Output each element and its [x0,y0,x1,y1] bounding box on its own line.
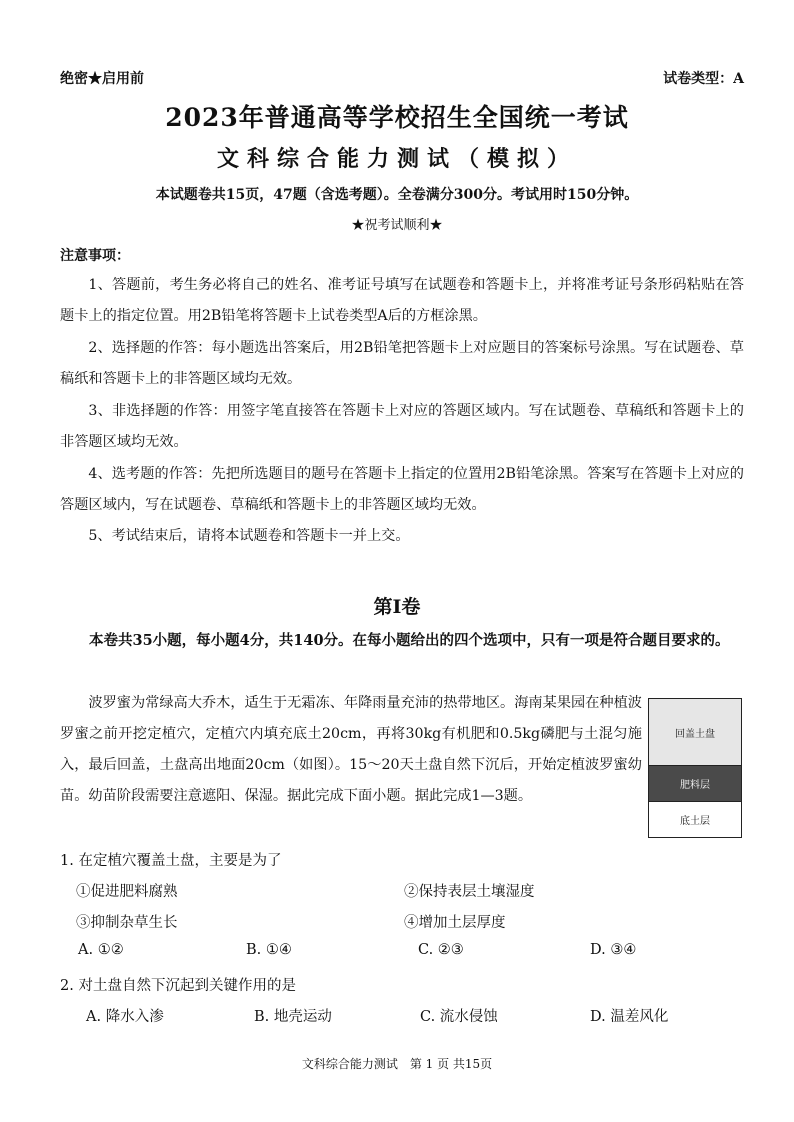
notice-item-4: 4、选考题的作答：先把所选题目的题号在答题卡上指定的位置用2B铅笔涂黑。答案写在答题卡上对应的答题区域内，写在试题卷、草稿纸和答题卡上的非答题区域均无效。 [60,466,744,513]
q2-option-c[interactable]: C. 流水侵蚀 [420,1009,498,1025]
q1-statement-4: ④增加土层厚度 [404,915,506,931]
q2-option-d[interactable]: D. 温差风化 [590,1009,669,1025]
diagram-layer-cover-soil: 回盖土盘 [649,699,741,766]
notice-heading: 注意事项： [60,248,130,264]
good-luck-line: ★祝考试顺利★ [351,218,443,233]
material-passage: 波罗蜜为常绿高大乔木，适生于无霜冻、年降雨量充沛的热带地区。海南某果园在种植波罗蜜之前开挖定植穴，定植穴内填充底土20cm，再将30kg有机肥和0.5kg磷肥与土混匀施入，最后回盖，土盘高出地面20cm（如图）。15～20天土盘自然下沉后，开始定植波罗蜜幼苗。幼苗阶段需要注意遮阳、保湿。据此完成下面小题。据此完成1—3题。 [60,695,642,804]
page-footer: 文科综合能力测试 第 1 页 共15页 [301,1057,493,1071]
exam-subtitle: 文科综合能力测试（模拟） [216,146,577,172]
q1-statement-1: ①促进肥料腐熟 [76,884,178,900]
diagram-layer-base-soil: 底土层 [649,802,741,837]
exam-title: 2023年普通高等学校招生全国统一考试 [165,103,629,132]
q1-statement-3: ③抑制杂草生长 [76,915,178,931]
q2-option-b[interactable]: B. 地壳运动 [254,1009,332,1025]
q1-option-b[interactable]: B. ①④ [246,942,292,958]
confidential-label: 绝密★启用前 [60,71,144,87]
soil-layer-diagram [648,698,742,838]
q1-option-d[interactable]: D. ③④ [590,942,637,958]
diagram-layer-fertilizer: 肥料层 [649,766,741,802]
paper-type-label: 试卷类型：A [663,71,744,87]
question-2-stem: 2. 对土盘自然下沉起到关键作用的是 [60,978,296,994]
notice-item-2: 2、选择题的作答：每小题选出答案后，用2B铅笔把答题卡上对应题目的答案标号涂黑。写在试题卷、草稿纸和答题卡上的非答题区域均无效。 [60,340,744,387]
q1-option-a[interactable]: A. ①② [78,942,124,958]
section-intro: 本卷共35小题，每小题4分，共140分。在每小题给出的四个选项中，只有一项是符合题目要求的。 [89,632,730,649]
question-1-stem: 1. 在定植穴覆盖土盘，主要是为了 [60,853,282,869]
notice-item-1: 1、答题前，考生务必将自己的姓名、准考证号填写在试题卷和答题卡上，并将准考证号条形码粘贴在答题卡上的指定位置。用2B铅笔将答题卡上试卷类型A后的方框涂黑。 [60,277,744,324]
notice-item-5: 5、考试结束后，请将本试题卷和答题卡一并上交。 [88,528,410,544]
exam-info: 本试题卷共15页，47题（含选考题）。全卷满分300分。考试用时150分钟。 [155,187,639,203]
notice-item-3: 3、非选择题的作答：用签字笔直接答在答题卡上对应的答题区域内。写在试题卷、草稿纸和答题卡上的非答题区域均无效。 [60,403,744,450]
q2-option-a[interactable]: A. 降水入渗 [86,1009,164,1025]
section-title: 第Ⅰ卷 [373,596,421,618]
q1-statement-2: ②保持表层土壤湿度 [404,884,535,900]
q1-option-c[interactable]: C. ②③ [418,942,464,958]
